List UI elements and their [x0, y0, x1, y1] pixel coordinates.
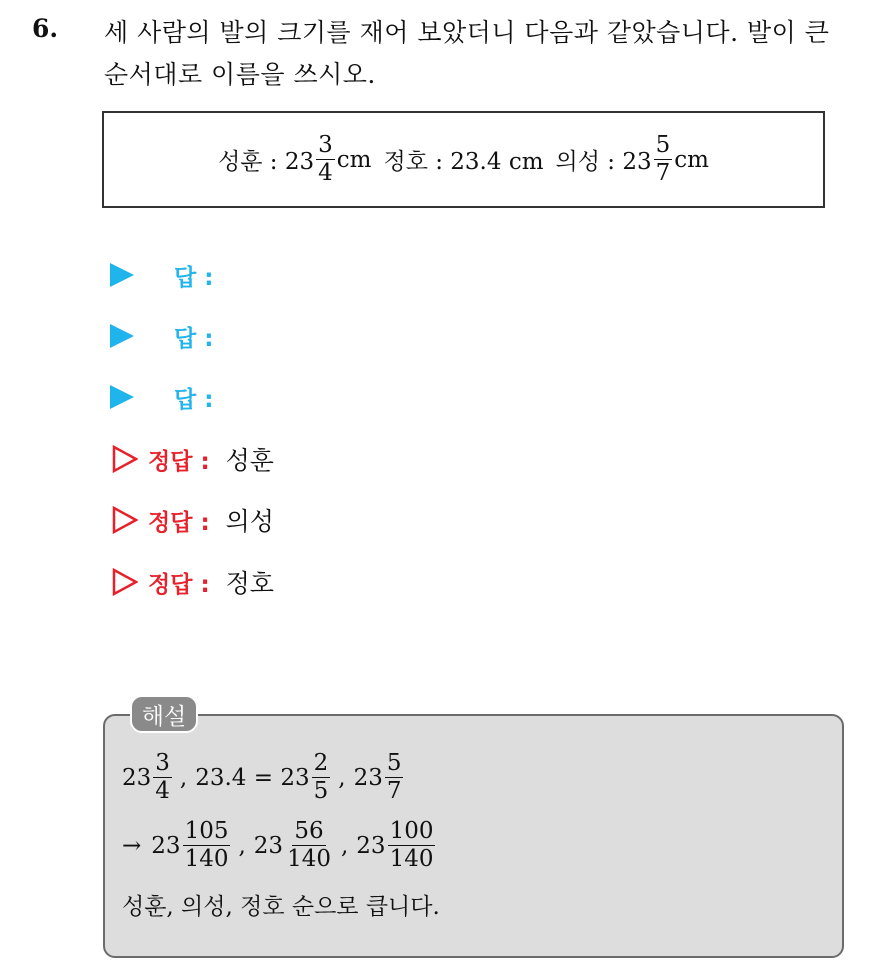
question-number: 6. [32, 14, 59, 43]
outline-triangle-icon [112, 506, 138, 534]
fraction-numerator: 5 [386, 750, 402, 776]
explanation-line-2 [122, 820, 437, 871]
comma: , [338, 764, 346, 791]
question-line-1: 세 사람의 발의 크기를 재어 보았더니 다음과 같았습니다. 발이 큰 [104, 18, 830, 47]
answer-label: 답 : [174, 325, 214, 352]
whole-part: 23 [122, 764, 152, 791]
given-uiseong-whole: 의성 : 23 [555, 149, 652, 175]
whole-part: 23 [353, 764, 383, 791]
fraction-numerator: 56 [294, 818, 324, 844]
question-text [104, 12, 874, 96]
explanation-line-1 [122, 752, 405, 803]
whole-part: 23 [151, 832, 181, 859]
given-seonghun-whole: 성훈 : 23 [218, 149, 315, 175]
fraction [153, 752, 172, 803]
outline-triangle-icon [112, 568, 138, 596]
decimal-equation: 23.4 = 23 [195, 764, 310, 791]
fraction-denominator: 5 [313, 778, 329, 804]
fraction-denominator: 140 [287, 846, 331, 872]
fraction-denominator: 7 [386, 778, 402, 804]
correct-row-2 [112, 500, 274, 540]
fraction [285, 820, 333, 871]
correct-value: 정호 [225, 569, 274, 598]
correct-value: 의성 [225, 507, 274, 536]
conclusion-text: 성훈, 의성, 정호 순으로 큽니다. [122, 894, 440, 920]
correct-label: 정답 : [148, 448, 210, 475]
fraction-denominator: 140 [389, 846, 434, 872]
given-seonghun-unit: cm [336, 146, 372, 173]
whole-part: 23 [356, 832, 386, 859]
fraction-denominator: 4 [155, 778, 170, 804]
fraction [312, 752, 331, 803]
given-uiseong [556, 134, 709, 185]
comma: , [179, 764, 188, 791]
given-jeongho: 정호 : 23.4 cm [383, 149, 544, 175]
fraction-numerator: 5 [655, 132, 671, 158]
answer-row-1[interactable] [110, 255, 213, 295]
comma: , [238, 832, 246, 859]
play-triangle-icon [110, 324, 134, 348]
correct-label: 정답 : [148, 571, 210, 598]
given-data-box [102, 111, 825, 208]
right-arrow-icon: → [122, 832, 142, 859]
fraction-denominator: 4 [318, 160, 333, 186]
explanation-tab: 해설 [130, 695, 198, 733]
answer-label: 답 : [174, 264, 214, 291]
fraction-denominator: 7 [655, 160, 671, 186]
outline-triangle-icon [112, 445, 138, 473]
given-uiseong-fraction [654, 134, 673, 185]
fraction [385, 752, 404, 803]
answer-row-2[interactable] [110, 316, 213, 356]
fraction-numerator: 105 [184, 818, 229, 844]
given-uiseong-unit: cm [674, 146, 709, 173]
fraction-numerator: 100 [389, 818, 434, 844]
correct-row-3 [112, 562, 274, 602]
correct-row-1 [112, 439, 274, 479]
play-triangle-icon [110, 385, 134, 409]
given-seonghun-fraction [316, 134, 335, 185]
fraction-numerator: 3 [318, 132, 333, 158]
play-triangle-icon [110, 263, 134, 287]
fraction-numerator: 2 [313, 750, 329, 776]
whole-part: 23 [253, 832, 284, 859]
fraction-denominator: 140 [184, 846, 229, 872]
fraction-numerator: 3 [155, 750, 170, 776]
fraction [388, 820, 436, 871]
fraction [183, 820, 231, 871]
explanation-conclusion [122, 888, 440, 921]
question-line-2: 순서대로 이름을 쓰시오. [104, 60, 376, 89]
given-seonghun [218, 134, 371, 185]
answer-row-3[interactable] [110, 377, 213, 417]
answer-label: 답 : [174, 386, 214, 413]
correct-label: 정답 : [148, 509, 210, 536]
comma: , [340, 832, 349, 859]
correct-value: 성훈 [225, 446, 274, 475]
